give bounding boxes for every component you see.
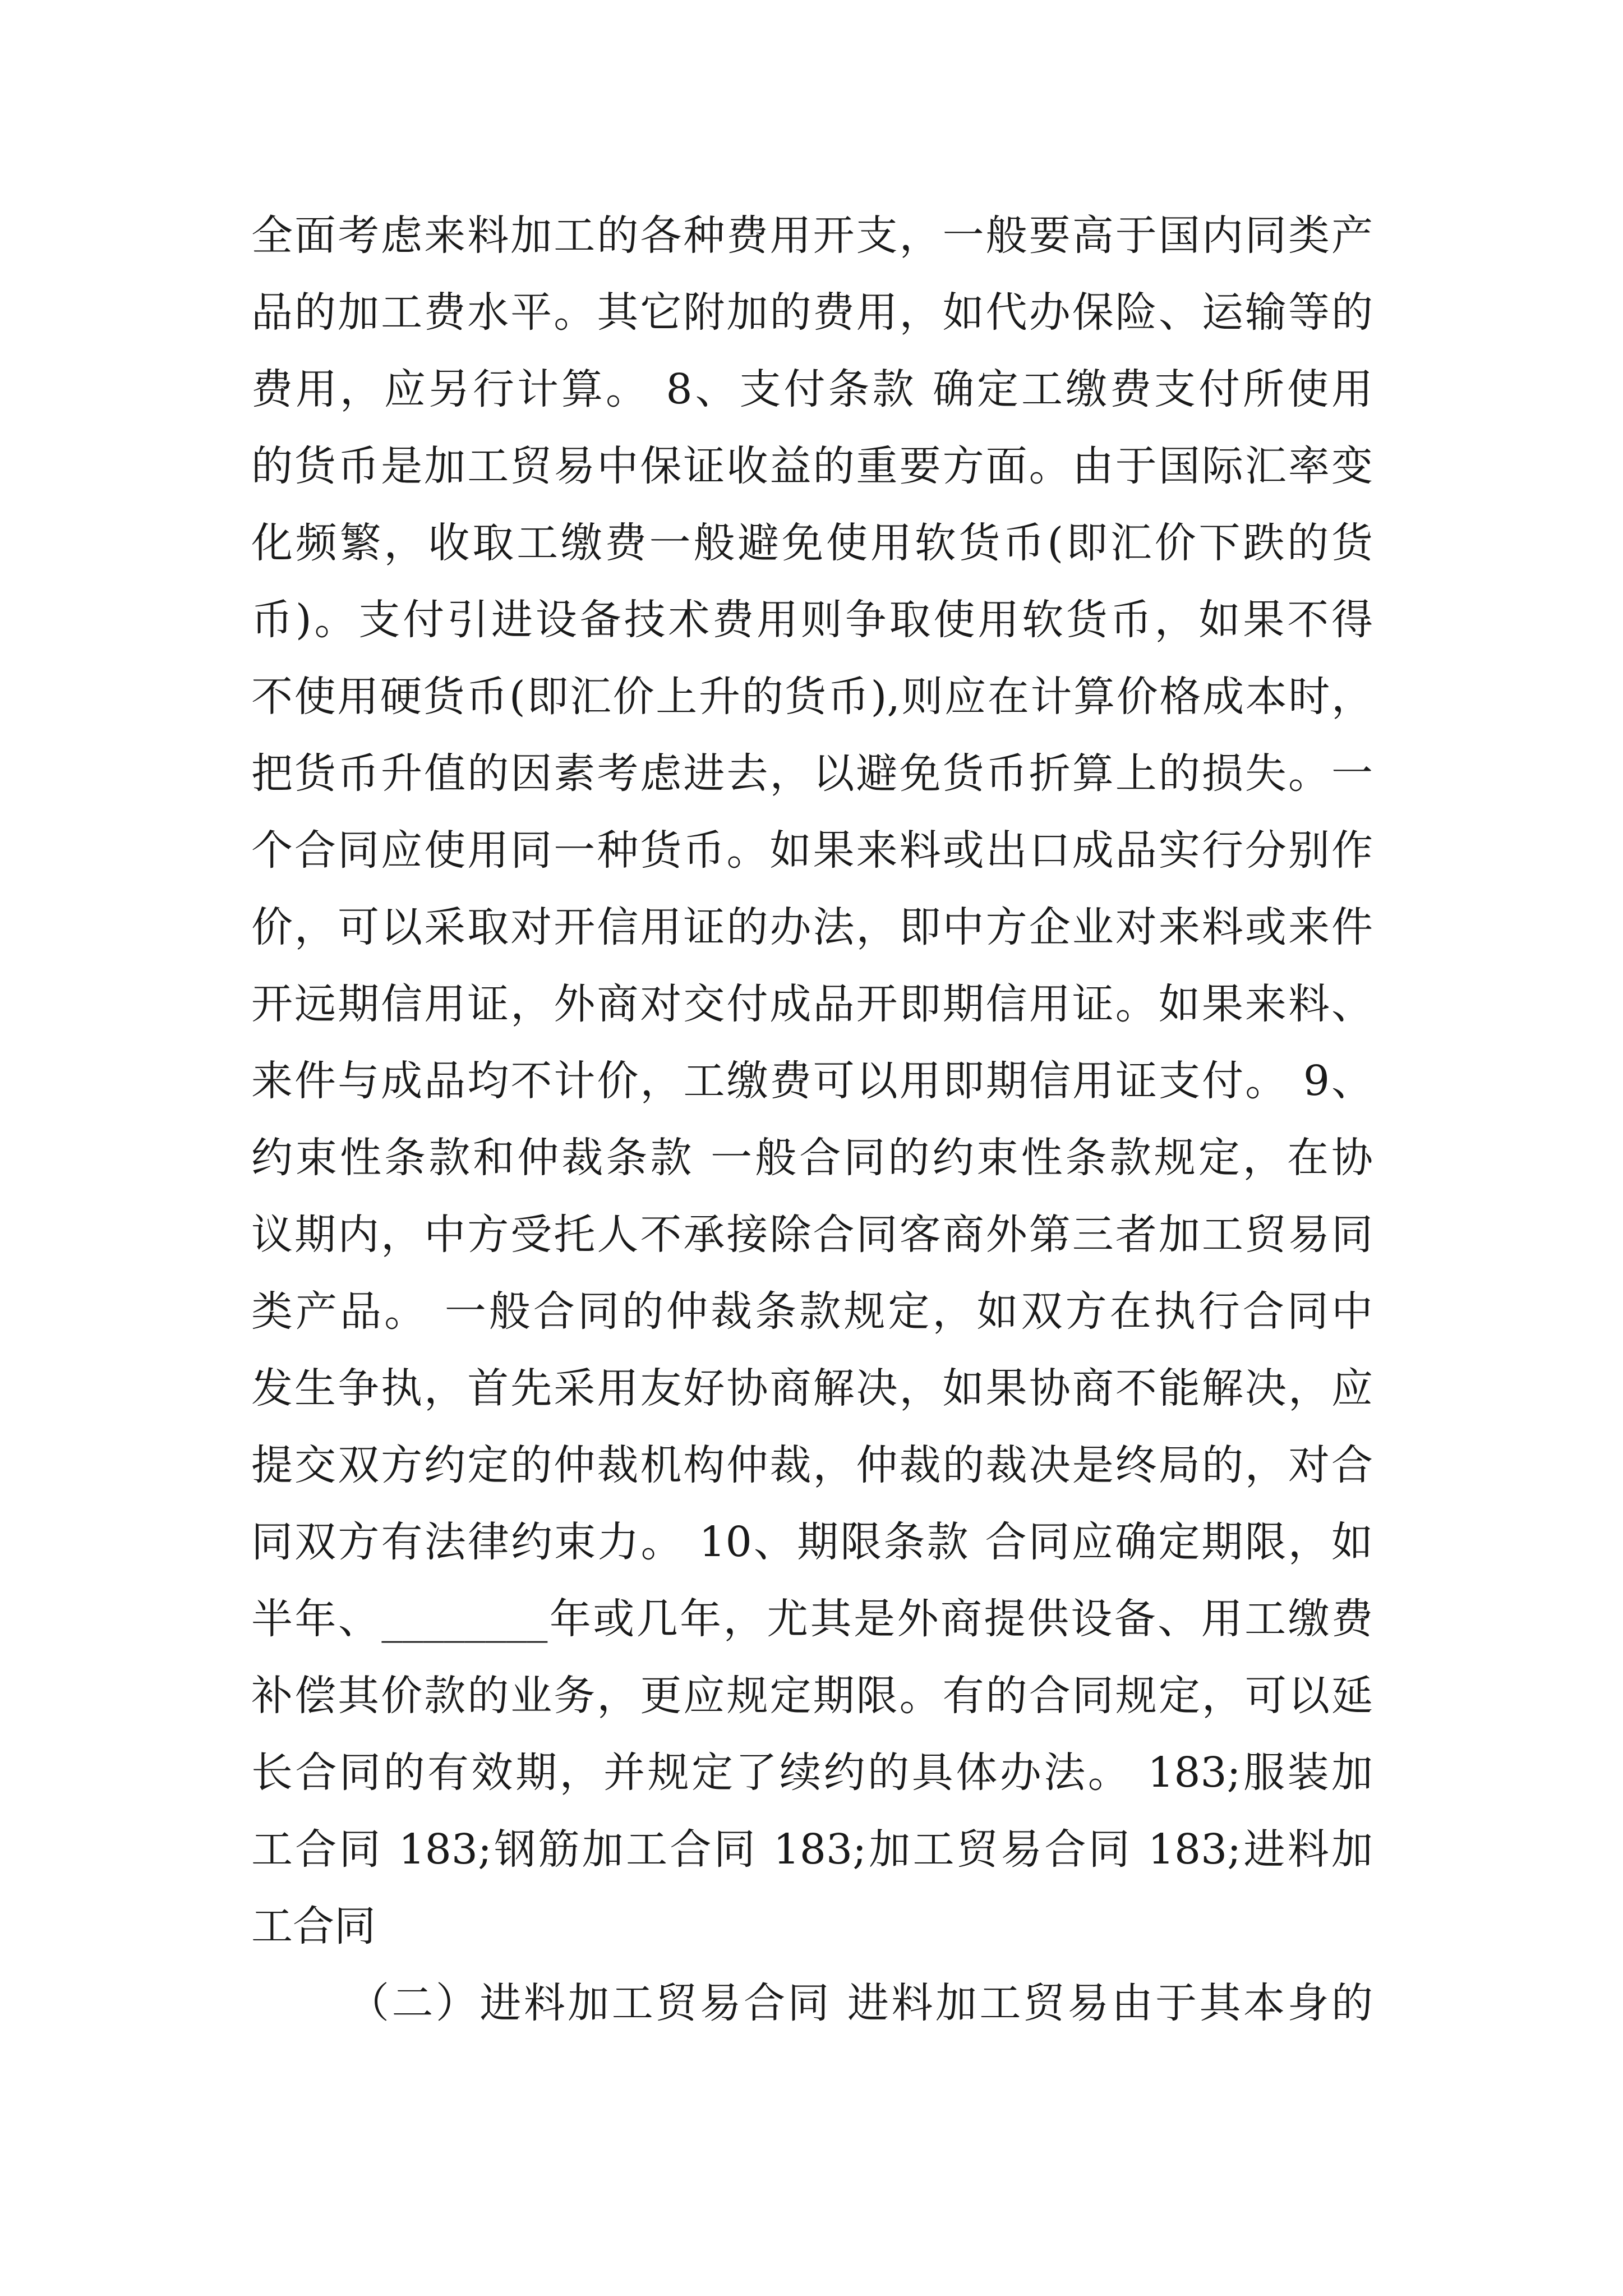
body-line-2: 品的加工费水平。其它附加的费用，如代办保险、运输等的 [251,288,1373,337]
body-line-15: 类产品。 一般合同的仲裁条款规定，如双方在执行合同中 [251,1287,1373,1336]
body-line-18: 同双方有法律约束力。 10、期限条款 合同应确定期限，如 [251,1518,1373,1566]
body-line-20: 补偿其价款的业务，更应规定期限。有的合同规定，可以延 [251,1672,1373,1720]
body-line-9: 个合同应使用同一种货币。如果来料或出口成品实行分别作 [251,826,1373,875]
body-line-11: 开远期信用证，外商对交付成品开即期信用证。如果来料、 [251,980,1373,1028]
section-heading-line: （二）进料加工贸易合同 进料加工贸易由于其本身的 [348,1979,1373,2027]
body-line-4: 的货币是加工贸易中保证收益的重要方面。由于国际汇率变 [251,442,1373,490]
body-line-8: 把货币升值的因素考虑进去，以避免货币折算上的损失。一 [251,749,1373,798]
body-line-1: 全面考虑来料加工的各种费用开支，一般要高于国内同类产 [251,211,1373,260]
body-line-3: 费用，应另行计算。 8、支付条款 确定工缴费支付所使用 [251,365,1373,413]
body-line-23: 工合同 [251,1902,376,1950]
body-line-5: 化频繁，收取工缴费一般避免使用软货币(即汇价下跌的货 [251,519,1373,567]
body-line-7: 不使用硬货币(即汇价上升的货币),则应在计算价格成本时， [251,673,1373,721]
body-line-16: 发生争执，首先采用友好协商解决，如果协商不能解决，应 [251,1364,1373,1412]
body-line-10: 价，可以采取对开信用证的办法，即中方企业对来料或来件 [251,903,1373,951]
body-line-6: 币)。支付引进设备技术费用则争取使用软货币，如果不得 [251,596,1373,644]
body-line-21: 长合同的有效期，并规定了续约的具体办法。 183;服装加 [251,1749,1373,1797]
body-line-22: 工合同 183;钢筋加工合同 183;加工贸易合同 183;进料加 [251,1825,1373,1874]
body-line-17: 提交双方约定的仲裁机构仲裁，仲裁的裁决是终局的，对合 [251,1441,1373,1489]
body-line-14: 议期内，中方受托人不承接除合同客商外第三者加工贸易同 [251,1211,1373,1259]
body-line-12: 来件与成品均不计价，工缴费可以用即期信用证支付。 9、 [251,1057,1373,1105]
body-line-19: 半年、________年或几年，尤其是外商提供设备、用工缴费 [251,1595,1373,1643]
body-line-13: 约束性条款和仲裁条款 一般合同的约束性条款规定，在协 [251,1134,1373,1182]
